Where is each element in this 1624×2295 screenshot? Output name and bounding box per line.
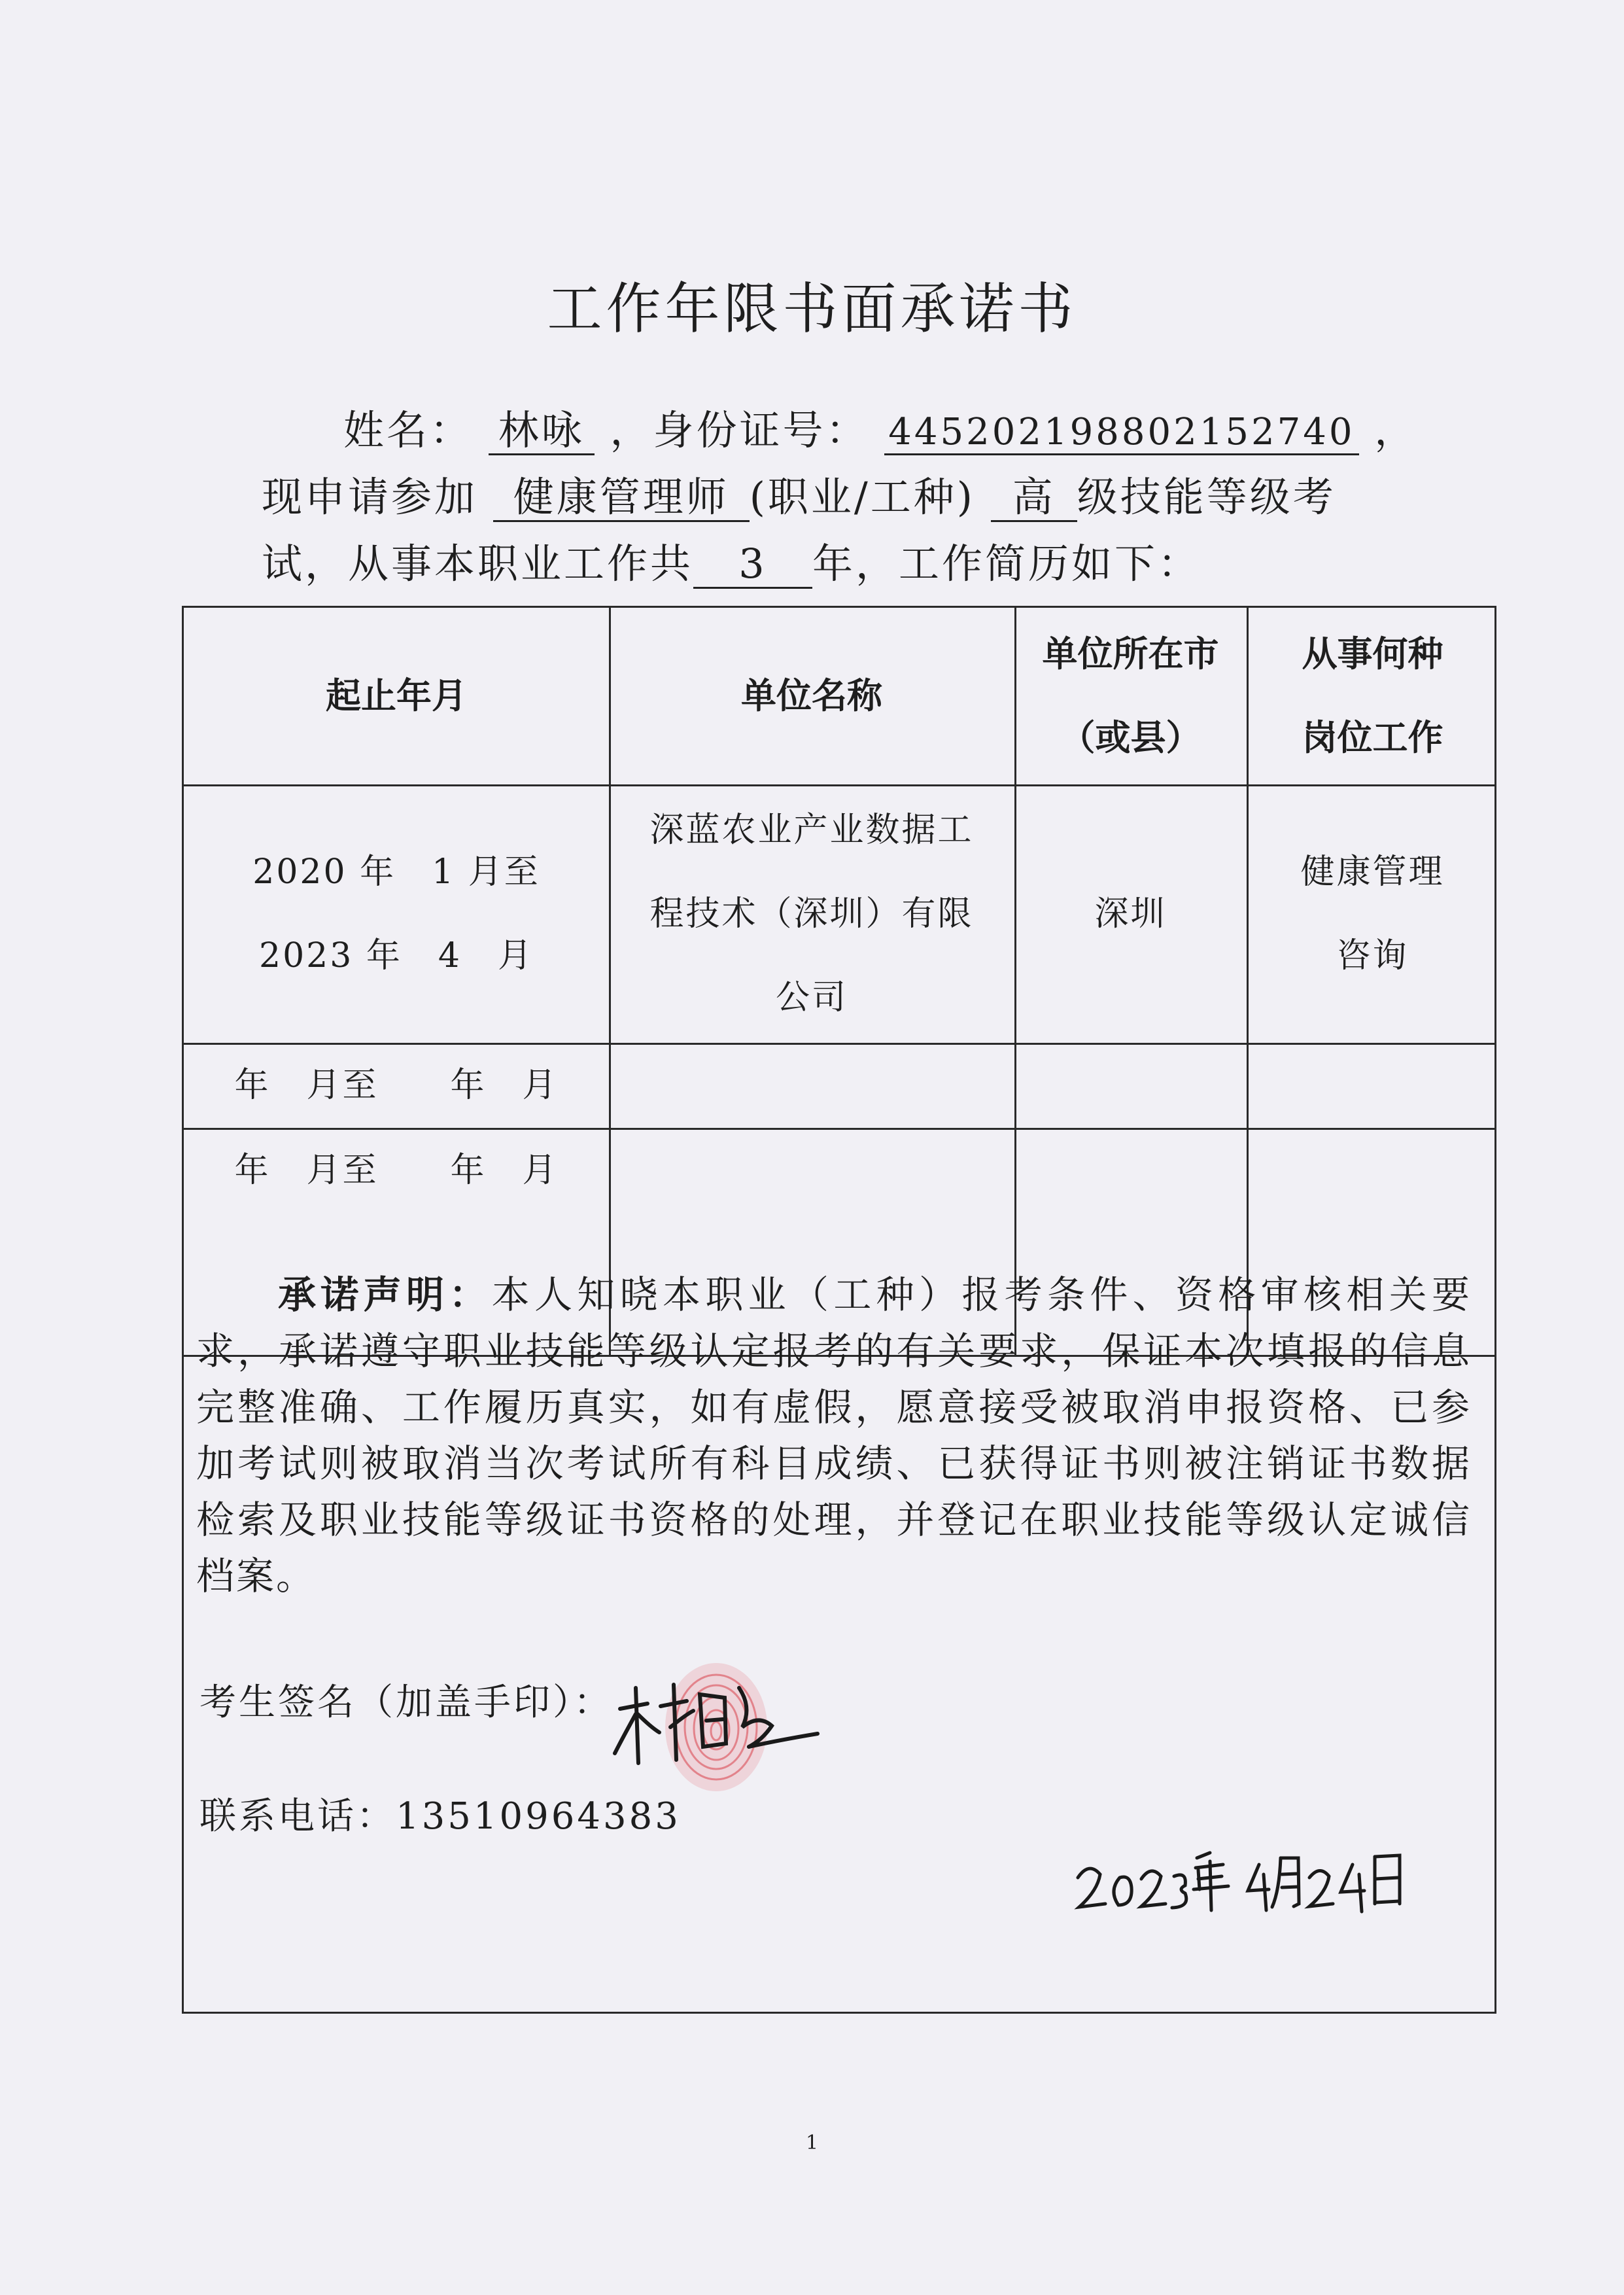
level-suffix: 级技能等级考: [1077, 473, 1336, 521]
work-history-table: [182, 606, 1496, 1357]
header-post-line2: 岗位工作: [1302, 717, 1443, 758]
row1-period-end: 2023 年 4 月: [259, 936, 534, 975]
commitment-statement: [196, 1267, 1472, 1604]
signature-label: 考生签名（加盖手印）：: [199, 1681, 613, 1724]
page-number: 1: [805, 2131, 819, 2154]
fingerprint-stamp: [665, 1663, 767, 1791]
intro-line-1: [343, 398, 1417, 456]
handwritten-date: [1073, 1838, 1413, 1923]
occupation-suffix: (职业/工种): [749, 473, 976, 521]
header-post-line1: 从事何种: [1302, 633, 1443, 674]
name-value: 林咏: [489, 407, 595, 455]
experience-label: 试，从事本职业工作共: [262, 540, 694, 587]
line1-end: ，: [1374, 406, 1418, 454]
intro-line-2: [262, 464, 1336, 523]
apply-label: 现申请参加: [262, 473, 478, 521]
row3-period: 年 月至 年 月: [234, 1151, 559, 1190]
years-value: 3: [693, 540, 812, 589]
phone-label: 联系电话：: [199, 1795, 396, 1838]
row1-unit-line3: 公司: [775, 977, 848, 1017]
row1-post-line1: 健康管理: [1300, 852, 1445, 892]
header-post: [1247, 608, 1498, 784]
row2-period: 年 月至 年 月: [234, 1066, 559, 1105]
row1-city: 深圳: [1094, 894, 1167, 934]
row1-post-line2: 咨询: [1336, 936, 1409, 975]
row1-period-start: 2020 年 1 月至: [252, 852, 540, 892]
phone-line: [199, 1787, 681, 1840]
row1-post: [1247, 784, 1498, 1043]
header-city-line1: 单位所在市: [1042, 633, 1219, 674]
header-period: 起止年月: [326, 675, 467, 716]
name-label: 姓名：: [343, 406, 474, 454]
statement-text: 本人知晓本职业（工种）报考条件、资格审核相关要求，承诺遵守职业技能等级认定报考的有关要求，保证本次填报的信息完整准确、工作履历真实，如有虚假，愿意接受被取消申报资格、已参加考试则被取消当次考试所有科目成绩、已获得证书则被注销证书数据检索及职业技能等级证书资格的处理，并登记在职业技能等级认定诚信档案。: [196, 1272, 1472, 1598]
document-title: 工作年限书面承诺书: [547, 277, 1077, 341]
row1-unit-name: [609, 784, 1014, 1043]
occupation-value: 健康管理师: [493, 474, 750, 522]
row1-unit-line1: 深蓝农业产业数据工: [649, 810, 974, 850]
header-city-line2: （或县）: [1060, 717, 1201, 758]
header-city: [1014, 608, 1247, 784]
id-label: ，身份证号：: [610, 406, 869, 454]
header-unit-name: 单位名称: [741, 675, 882, 716]
row1-period: [184, 784, 609, 1043]
row1-unit-line2: 程技术（深圳）有限: [649, 894, 974, 934]
statement-label: 承诺声明：: [278, 1272, 492, 1317]
level-value: 高: [991, 474, 1077, 522]
intro-line-3: [262, 531, 1201, 589]
experience-end: 年，工作简历如下：: [812, 540, 1201, 587]
phone-value: 13510964383: [396, 1795, 681, 1838]
id-number-value: 445202198802152740: [884, 412, 1358, 455]
